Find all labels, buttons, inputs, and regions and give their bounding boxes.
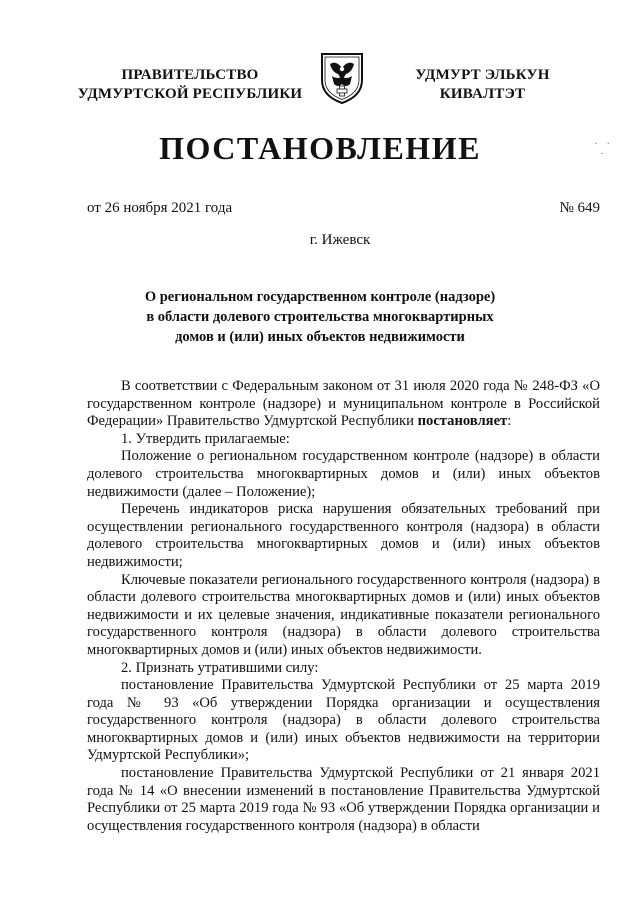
coat-of-arms-icon <box>316 50 368 106</box>
document-title: ПОСТАНОВЛЕНИЕ <box>159 130 481 166</box>
preamble-end: : <box>507 413 512 430</box>
scan-artifact-2: · <box>600 148 607 160</box>
subject-line1: О региональном государственном контроле (надзоре) <box>144 289 496 305</box>
header-right-line1: УДМУРТ ЭЛЬКУН <box>415 67 550 83</box>
header-left-line2: УДМУРТСКОЙ РЕСПУБЛИКИ <box>77 86 303 102</box>
scan-artifact: · · <box>594 138 614 150</box>
body-paragraph-repeal-2: постановление Правительства Удмуртской Республики от 21 января 2021 года № 14 «О внесении изменений в постановление Правительства Удмуртской Республики от 25 марта 2019 года № 93 «Об утверждении Порядка организации и осуществления государственного контроля (надзора) в области <box>87 765 600 834</box>
header-right <box>375 66 590 104</box>
document-city: г. Ижевск <box>309 232 371 248</box>
header-right-line2: КИВАЛТЭТ <box>439 86 526 102</box>
body-paragraph-key-indicators: Ключевые показатели регионального государственного контроля (надзора) в области долевого строительства многоквартирных домов и (или) иных объектов недвижимости и их целевые значения, индикативные показатели регионального государственного контроля (надзора) в области долевого строительства многоквартирных домов и (или) иных объектов недвижимости. <box>87 571 600 658</box>
body-paragraph-regulation: Положение о региональном государственном контроле (надзоре) в области долевого строительства многоквартирных домов и (или) иных объектов недвижимости (далее – Положение); <box>87 448 600 500</box>
preamble-text: В соответствии с Федеральным законом от 31 июля 2020 года № 248-ФЗ «О государственном контроле (надзоре) и муниципальном контроле в Российской Федерации» Правительство Удмуртской Республики <box>87 378 600 430</box>
preamble-bold: постановляет <box>417 413 508 430</box>
body-paragraph-risk-list: Перечень индикаторов риска нарушения обязательных требований при осуществлении регионального государственного контроля (надзора) в области долевого строительства многоквартирных домов и (или) иных объектов недвижимости; <box>87 501 600 570</box>
body-paragraph-item1: 1. Утвердить прилагаемые: <box>121 430 290 447</box>
body-paragraph-repeal-1: постановление Правительства Удмуртской Республики от 25 марта 2019 года № 93 «Об утверждении Порядка организации и осуществления государственного контроля (надзора) в области долевого строительства многоквартирных домов и (или) иных объектов недвижимости на территории Удмуртской Республики»; <box>87 677 600 764</box>
document-date: от 26 ноября 2021 года <box>87 200 233 216</box>
document-number: № 649 <box>559 200 600 216</box>
document-body <box>87 378 600 835</box>
document-subject <box>60 287 580 347</box>
header-left <box>70 66 310 104</box>
body-paragraph-item2: 2. Признать утратившими силу: <box>121 659 319 676</box>
subject-line2: в области долевого строительства многоквартирных <box>146 309 494 325</box>
body-paragraph-preamble <box>87 378 600 431</box>
header-left-line1: ПРАВИТЕЛЬСТВО <box>121 67 259 83</box>
subject-line3: домов и (или) иных объектов недвижимости <box>175 329 465 345</box>
